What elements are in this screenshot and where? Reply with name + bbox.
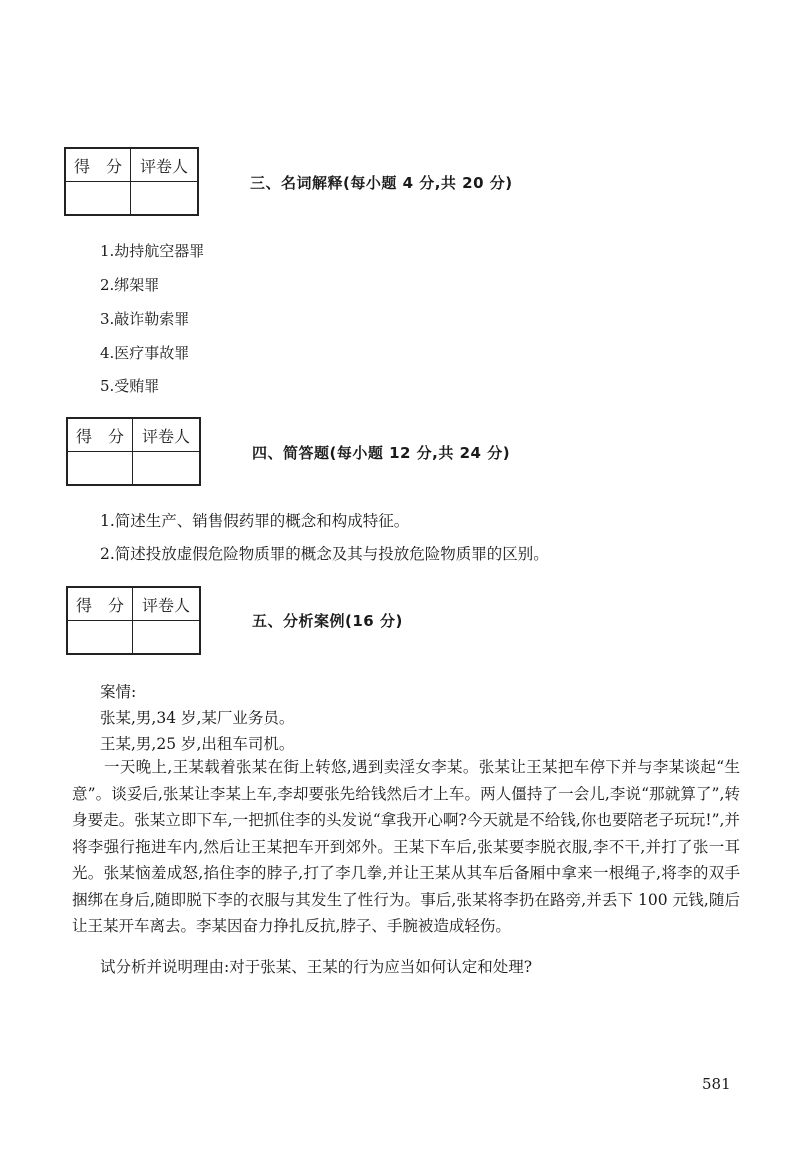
reviewer-label: 评卷人 bbox=[133, 587, 201, 621]
section-title: 三、名词解释(每小题 4 分,共 20 分) bbox=[250, 174, 513, 192]
reviewer-cell bbox=[133, 452, 201, 486]
score-cell bbox=[67, 452, 133, 486]
case-question: 试分析并说明理由:对于张某、王某的行为应当如何认定和处理? bbox=[100, 958, 533, 976]
score-label: 得 分 bbox=[65, 148, 131, 182]
score-label: 得 分 bbox=[67, 418, 133, 452]
case-person: 张某,男,34 岁,某厂业务员。 bbox=[100, 709, 295, 727]
reviewer-cell bbox=[133, 621, 201, 655]
score-cell bbox=[67, 621, 133, 655]
score-table bbox=[64, 147, 199, 216]
list-item: 1.简述生产、销售假药罪的概念和构成特征。 bbox=[100, 512, 410, 530]
case-body: 一天晚上,王某载着张某在街上转悠,遇到卖淫女李某。张某让王某把车停下并与李某谈起“生意”。谈妥后,张某让李某上车,李却要张先给钱然后才上车。两人僵持了一会儿,李说“那就算了”,转身要走。张某立即下车,一把抓住李的头发说“拿我开心啊?今天就是不给钱,你也要陪老子玩玩!”,并将李强行拖进车内,然后让王某把车开到郊外。王某下车后,张某要李脱衣服,李不干,并打了张一耳光。张某恼羞成怒,掐住李的脖子,打了李几拳,并让王某从其车后备厢中拿来一根绳子,将李的双手捆绑在身后,随即脱下李的衣服与其发生了性行为。事后,张某将李扔在路旁,并丢下 100 元钱,随后让王某开车离去。李某因奋力挣扎反抗,脖子、手腕被造成轻伤。 bbox=[72, 758, 740, 935]
reviewer-label: 评卷人 bbox=[131, 148, 199, 182]
section-title: 五、分析案例(16 分) bbox=[252, 612, 403, 630]
section-title: 四、简答题(每小题 12 分,共 24 分) bbox=[252, 444, 511, 462]
reviewer-label: 评卷人 bbox=[133, 418, 201, 452]
list-item: 2.简述投放虚假危险物质罪的概念及其与投放危险物质罪的区别。 bbox=[100, 545, 549, 563]
list-item: 3.敲诈勒索罪 bbox=[100, 310, 190, 328]
case-label: 案情: bbox=[100, 683, 137, 701]
list-item: 5.受贿罪 bbox=[100, 377, 160, 395]
page-number: 581 bbox=[702, 1075, 731, 1093]
reviewer-cell bbox=[131, 182, 199, 216]
list-item: 2.绑架罪 bbox=[100, 276, 160, 294]
list-item: 1.劫持航空器罪 bbox=[100, 242, 205, 260]
list-item: 4.医疗事故罪 bbox=[100, 344, 190, 362]
score-cell bbox=[65, 182, 131, 216]
score-label: 得 分 bbox=[67, 587, 133, 621]
score-table bbox=[66, 417, 201, 486]
case-person: 王某,男,25 岁,出租车司机。 bbox=[100, 735, 295, 753]
score-table bbox=[66, 586, 201, 655]
